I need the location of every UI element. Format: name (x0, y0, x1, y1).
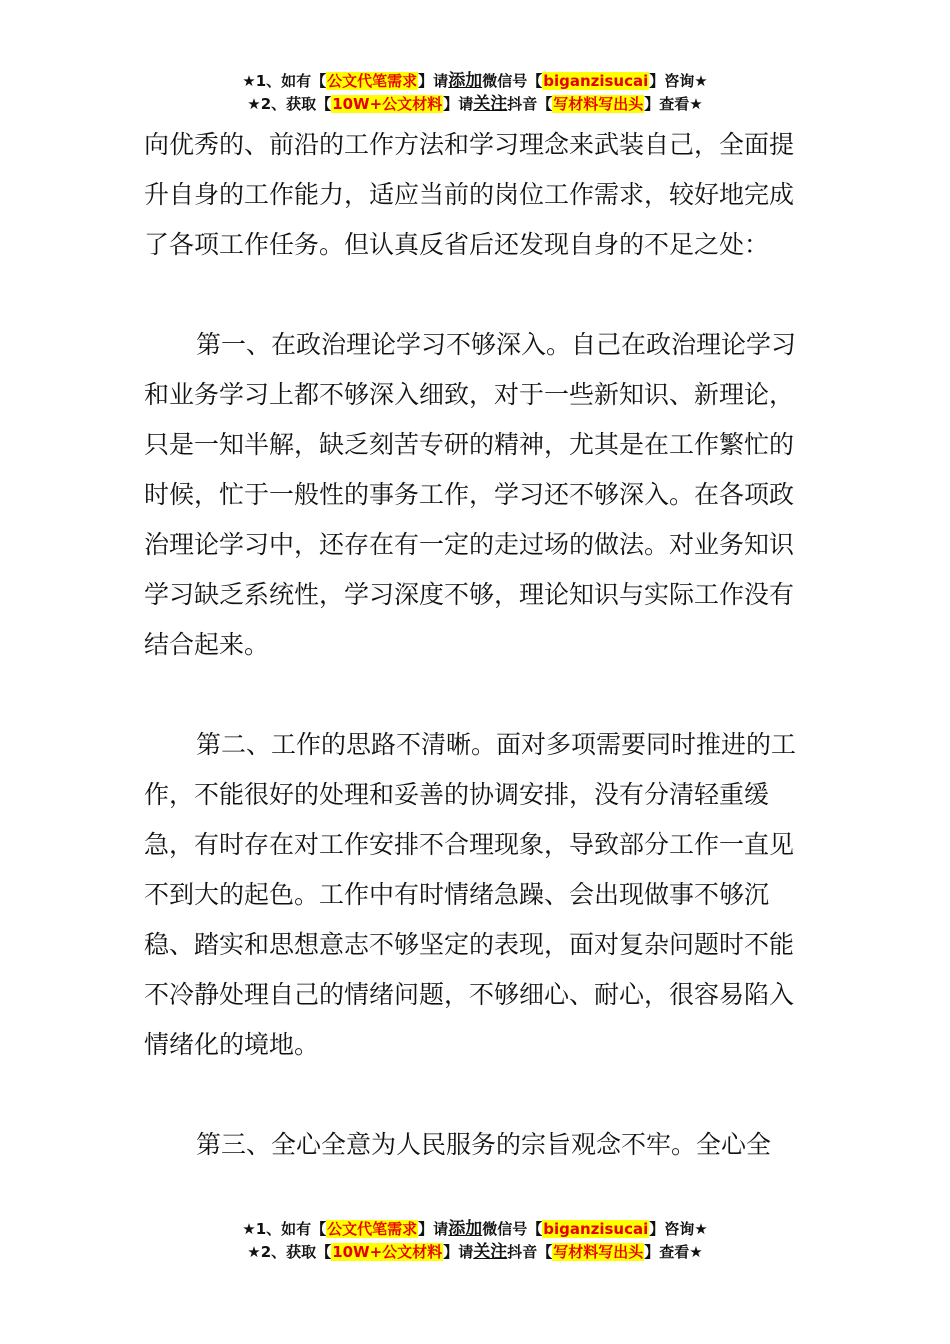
paragraph-gap (144, 670, 808, 720)
paragraph-point-1: 第一、在政治理论学习不够深入。自己在政治理论学习和业务学习上都不够深入细致，对于一些新知识、新理论，只是一知半解，缺乏刻苦专研的精神，尤其是在工作繁忙的时候，忙于一般性的事务工作，学习还不够深入。在各项政治理论学习中，还存在有一定的走过场的做法。对业务知识学习缺乏系统性，学习深度不够，理论知识与实际工作没有结合起来。 (144, 330, 797, 659)
banner-text: 】请 (443, 1243, 474, 1261)
banner-highlight: 公文代笔需求 (327, 72, 418, 90)
paragraph-gap (144, 270, 808, 320)
document-body (144, 120, 808, 1170)
top-banner (0, 70, 950, 116)
banner-text: 】请 (443, 95, 474, 113)
banner-text: 】咨询★ (649, 72, 708, 90)
banner-text: 】查看★ (644, 1243, 703, 1261)
bottom-banner (0, 1218, 950, 1264)
banner-highlight: biganzisucai (543, 72, 649, 90)
banner-text: ★1、如有【 (242, 72, 327, 90)
banner-line-2 (0, 93, 950, 116)
banner-underlined: 添加 (448, 1219, 483, 1239)
paragraph-gap (144, 1070, 808, 1120)
banner-highlight: 10W+公文材料 (332, 1243, 443, 1261)
banner-text: 】请 (418, 72, 449, 90)
banner-highlight: 写材料写出头 (553, 95, 644, 113)
banner-text: 抖音【 (507, 95, 553, 113)
banner-text: ★1、如有【 (242, 1220, 327, 1238)
banner-underlined: 添加 (448, 71, 483, 91)
banner-highlight: 公文代笔需求 (327, 1220, 418, 1238)
banner-underlined: 关注 (473, 94, 508, 114)
banner-text: 】咨询★ (649, 1220, 708, 1238)
banner-highlight: 10W+公文材料 (332, 95, 443, 113)
banner-text: ★2、获取【 (247, 1243, 332, 1261)
banner-text: 抖音【 (507, 1243, 553, 1261)
paragraph-point-3: 第三、全心全意为人民服务的宗旨观念不牢。全心全 (196, 1130, 772, 1159)
banner-line-1 (0, 1218, 950, 1241)
banner-line-1 (0, 70, 950, 93)
banner-text: ★2、获取【 (247, 95, 332, 113)
banner-text: 】请 (418, 1220, 449, 1238)
banner-text: 】查看★ (644, 95, 703, 113)
banner-text: 微信号【 (482, 1220, 543, 1238)
banner-highlight: 写材料写出头 (553, 1243, 644, 1261)
paragraph-point-2: 第二、工作的思路不清晰。面对多项需要同时推进的工作，不能很好的处理和妥善的协调安排，没有分清轻重缓急，有时存在对工作安排不合理现象，导致部分工作一直见不到大的起色。工作中有时情绪急躁、会出现做事不够沉稳、踏实和思想意志不够坚定的表现，面对复杂问题时不能不冷静处理自己的情绪问题，不够细心、耐心，很容易陷入情绪化的境地。 (144, 730, 797, 1059)
banner-underlined: 关注 (473, 1242, 508, 1262)
paragraph-continuation: 向优秀的、前沿的工作方法和学习理念来武装自己，全面提升自身的工作能力，适应当前的岗位工作需求，较好地完成了各项工作任务。但认真反省后还发现自身的不足之处： (144, 130, 795, 259)
banner-highlight: biganzisucai (543, 1220, 649, 1238)
banner-line-2 (0, 1241, 950, 1264)
banner-text: 微信号【 (482, 72, 543, 90)
